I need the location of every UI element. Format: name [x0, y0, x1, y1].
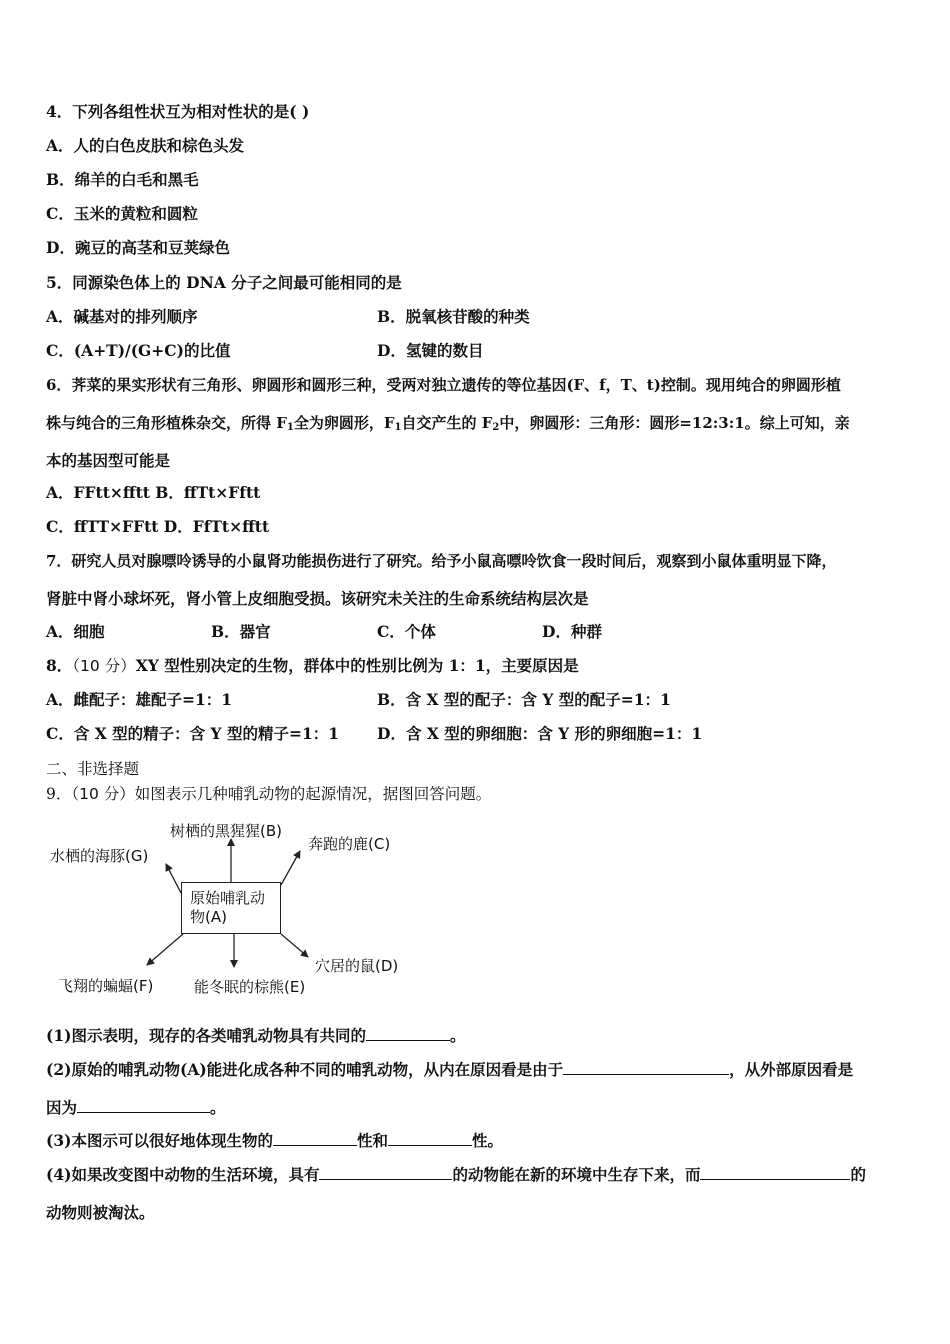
q7-stem-line1: 7．研究人员对腺嘌呤诱导的小鼠肾功能损伤进行了研究。给予小鼠高嘌呤饮食一段时间后，观察到小鼠体重明显下降，: [46, 552, 837, 570]
answer-blank-4[interactable]: [273, 1131, 357, 1146]
arrow-to-c: [281, 851, 300, 885]
q6-options-cd: C．ffTT×FFtt D．FfTt×fftt: [46, 517, 270, 536]
q9-part2-line2: 因为 。: [46, 1098, 226, 1117]
q4-stem: 4．下列各组性状互为相对性状的是( ): [46, 102, 310, 121]
answer-blank-3[interactable]: [77, 1098, 210, 1113]
q8-option-d: D．含 X 型的卵细胞：含 Y 形的卵细胞=1：1: [377, 724, 703, 743]
arrow-to-f: [147, 934, 183, 965]
q4-option-a: A．人的白色皮肤和棕色头发: [46, 136, 245, 155]
label-b: 树栖的黑猩猩(B): [170, 822, 282, 840]
label-c: 奔跑的鹿(C): [308, 835, 391, 853]
label-d: 穴居的鼠(D): [315, 957, 399, 975]
q7-option-d: D．种群: [542, 622, 602, 641]
q6-stem-line1: 6．荠菜的果实形状有三角形、卵圆形和圆形三种，受两对独立遗传的等位基因(F、f，T、t)控制。现用纯合的卵圆形植: [46, 376, 841, 394]
q9-part2-line1: (2)原始的哺乳动物(A)能进化成各种不同的哺乳动物，从内在原因看是由于 ，从外部原因看是: [46, 1060, 854, 1079]
label-e: 能冬眠的棕熊(E): [194, 978, 306, 996]
q8-score: （10 分）: [72, 657, 136, 675]
q8-option-b: B．含 X 型的配子：含 Y 型的配子=1：1: [377, 690, 671, 709]
q9-part3: (3)本图示可以很好地体现生物的 性和 性。: [46, 1131, 503, 1150]
q5-option-d: D．氢键的数目: [377, 341, 484, 360]
answer-blank-6[interactable]: [319, 1165, 452, 1180]
answer-blank-7[interactable]: [700, 1165, 850, 1180]
q6-options-ab: A．FFtt×fftt B．ffTt×Fftt: [46, 483, 261, 502]
q9-part4-line1: (4)如果改变图中动物的生活环境，具有 的动物能在新的环境中生存下来，而 的: [46, 1165, 866, 1184]
q6-stem-line3: 本的基因型可能是: [46, 451, 171, 470]
label-f: 飞翔的蝙蝠(F): [58, 977, 154, 995]
answer-blank-2[interactable]: [563, 1060, 729, 1075]
q5-option-a: A．碱基对的排列顺序: [46, 307, 198, 326]
q8-option-a: A．雌配子：雄配子=1：1: [46, 690, 233, 709]
q4-option-c: C．玉米的黄粒和圆粒: [46, 204, 198, 223]
q4-option-d: D．豌豆的高茎和豆荚绿色: [46, 238, 230, 257]
q9-number: 9．: [46, 785, 72, 803]
q7-option-b: B．器官: [211, 622, 271, 641]
mammal-origin-diagram: [44, 815, 424, 1005]
q8-option-c: C．含 X 型的精子：含 Y 型的精子=1：1: [46, 724, 340, 743]
q7-option-a: A．细胞: [46, 622, 105, 641]
origin-label: 原始哺乳动物(A): [190, 889, 266, 926]
q9-part4-line2: 动物则被淘汰。: [46, 1203, 155, 1222]
q7-option-c: C．个体: [377, 622, 436, 641]
q5-option-b: B．脱氧核苷酸的种类: [377, 307, 530, 326]
arrow-to-g: [166, 864, 181, 893]
answer-blank-5[interactable]: [388, 1131, 472, 1146]
q9-text: 如图表示几种哺乳动物的起源情况，据图回答问题。: [134, 785, 492, 803]
arrow-to-d: [281, 934, 308, 957]
origin-box: [181, 882, 281, 934]
q8-text: XY 型性别决定的生物，群体中的性别比例为 1：1，主要原因是: [135, 656, 579, 675]
section-heading: 二、非选择题: [46, 760, 140, 778]
answer-blank-1[interactable]: [366, 1026, 450, 1041]
q9-part1: (1)图示表明，现存的各类哺乳动物具有共同的 。: [46, 1026, 466, 1045]
q8-stem: [46, 656, 579, 676]
q7-stem-line2: 肾脏中肾小球坏死，肾小管上皮细胞受损。该研究未关注的生命系统结构层次是: [46, 589, 589, 608]
q5-stem: 5．同源染色体上的 DNA 分子之间最可能相同的是: [46, 273, 402, 292]
q8-number: 8．: [46, 656, 73, 675]
q9-stem: [46, 784, 491, 804]
label-g: 水栖的海豚(G): [50, 847, 149, 865]
q5-option-c: C．(A+T)/(G+C)的比值: [46, 341, 231, 360]
q4-option-b: B．绵羊的白毛和黑毛: [46, 170, 199, 189]
q6-stem-line2: 株与纯合的三角形植株杂交，所得 $F_1$全为卵圆形，$F_1$自交产生的 $F_2$中，卵圆形：三角形：圆形=12:3:1。综上可知，亲: [46, 414, 850, 433]
q9-score: （10 分）: [71, 785, 135, 803]
